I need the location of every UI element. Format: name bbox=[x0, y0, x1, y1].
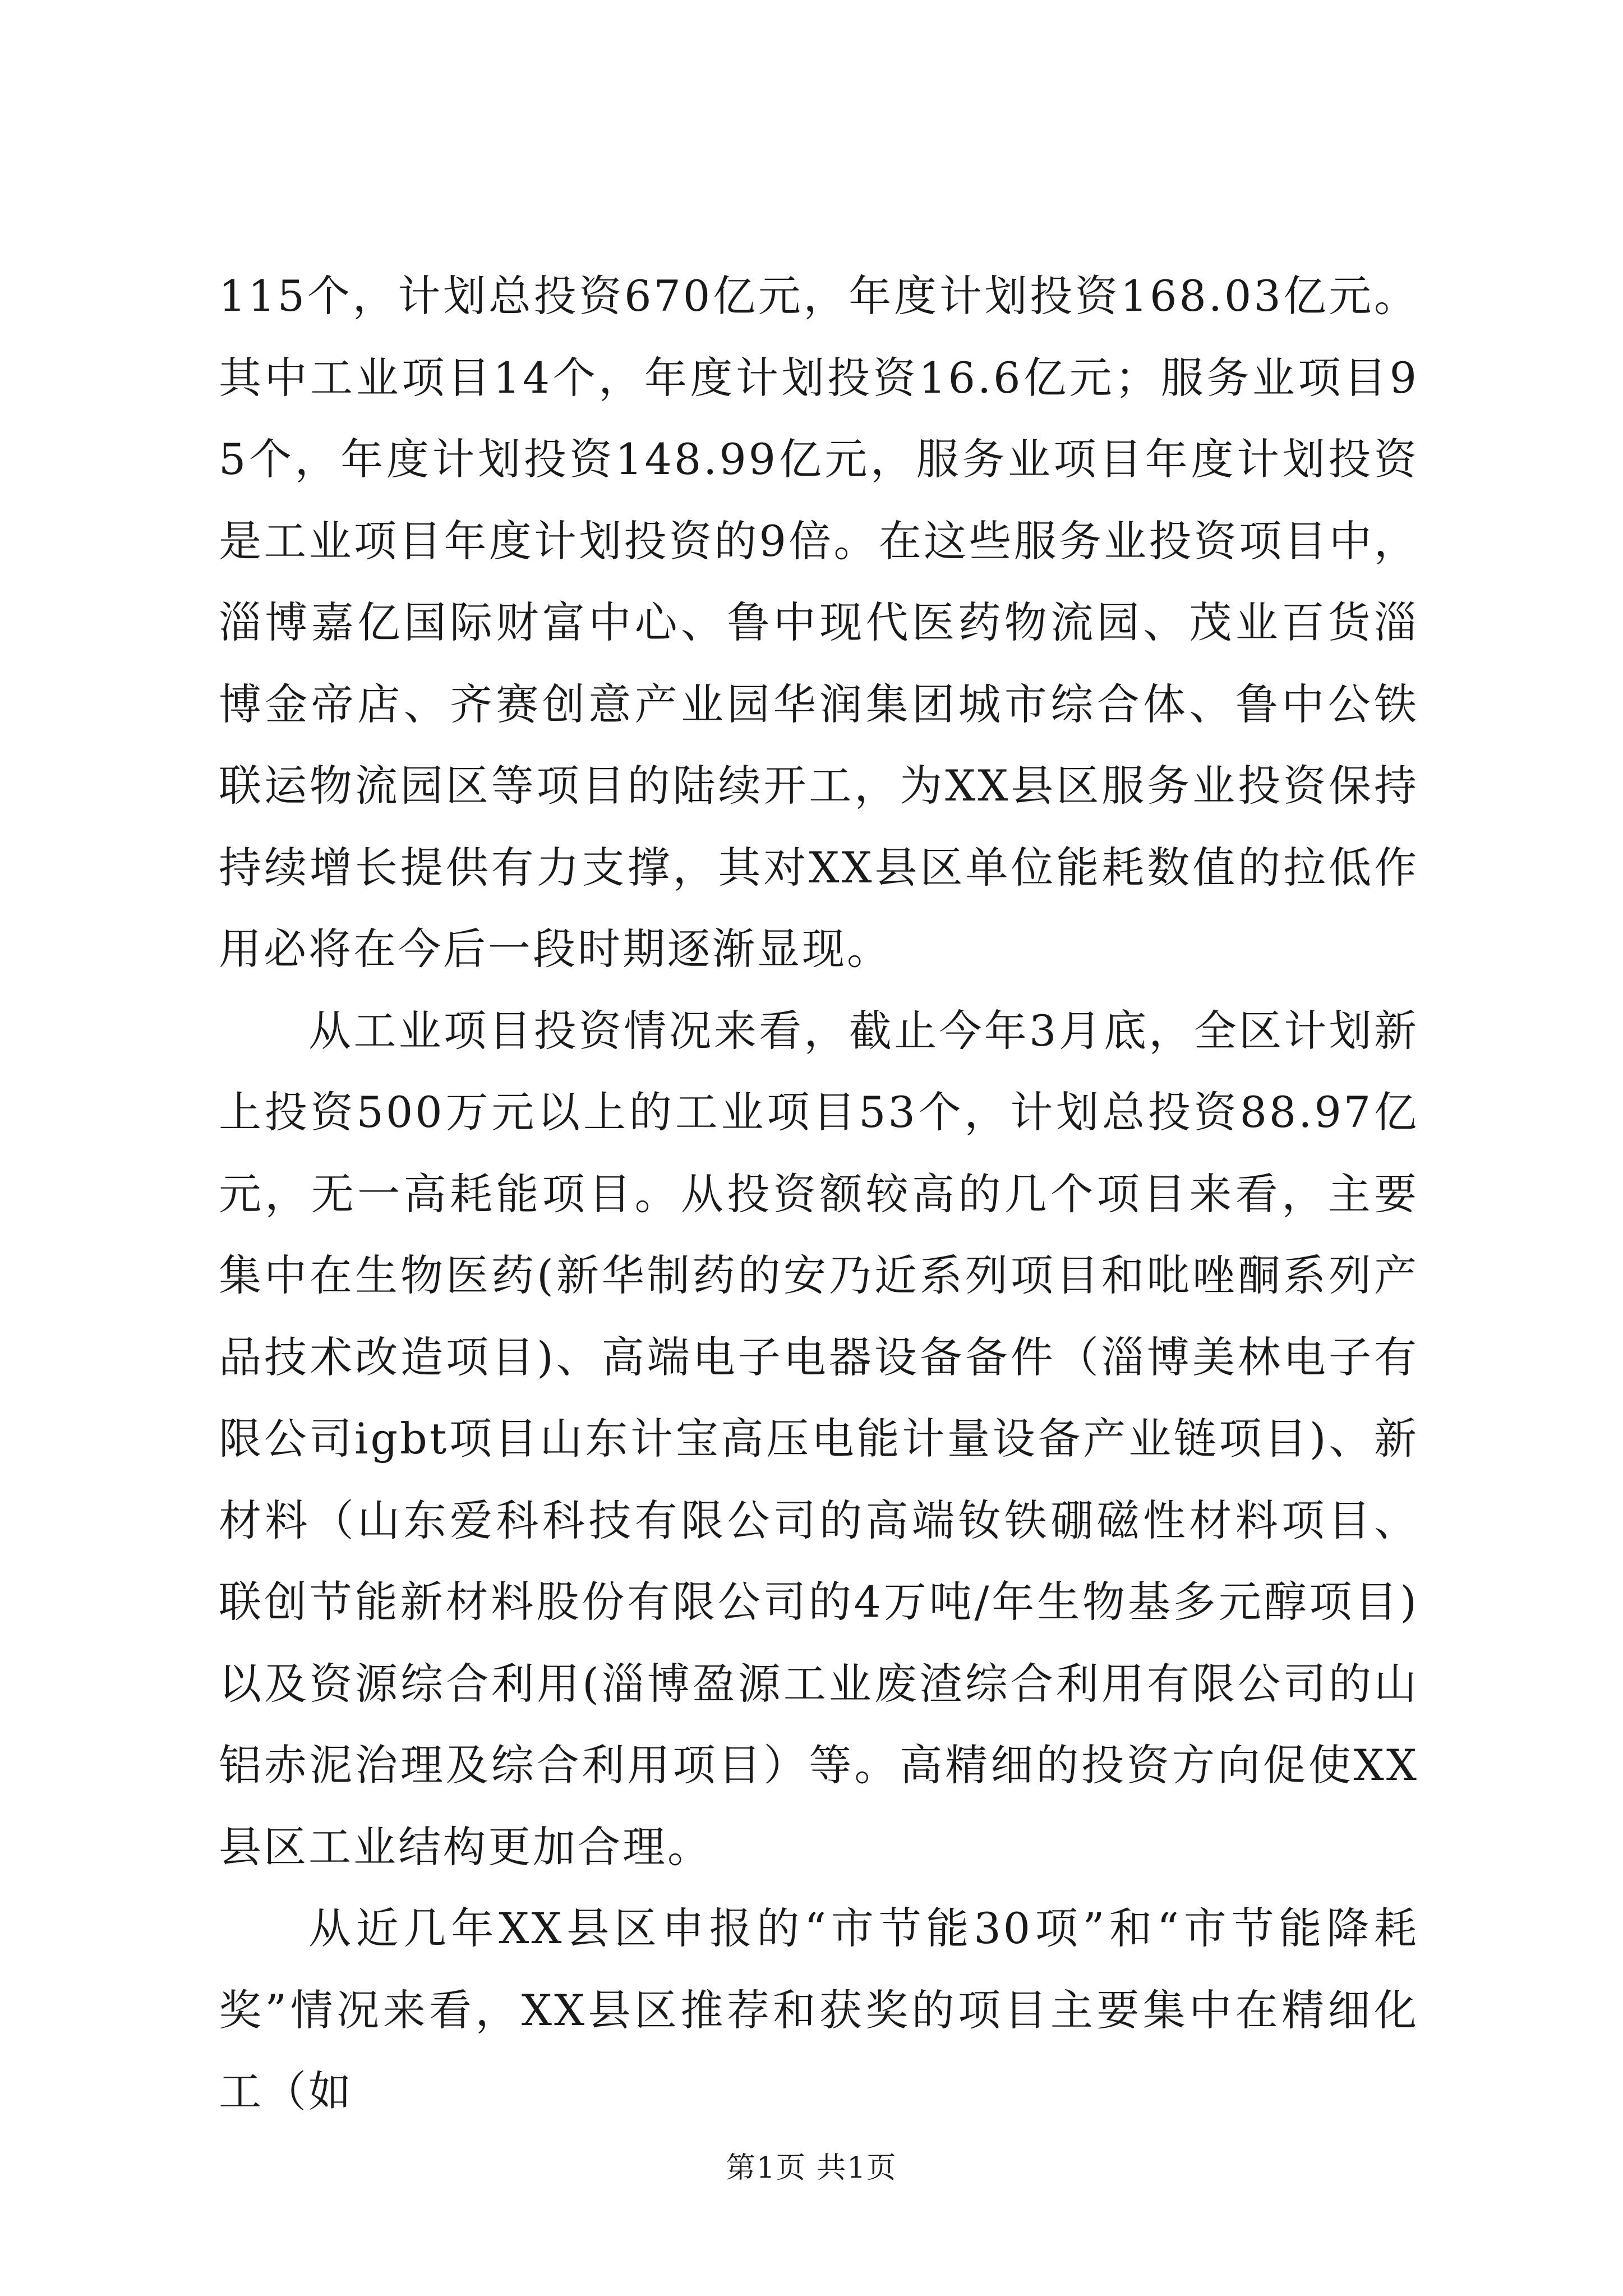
paragraph-1: 115个，计划总投资670亿元，年度计划投资168.03亿元。其中工业项目14个，年度计划投资16.6亿元；服务业项目95个，年度计划投资148.99亿元，服务业项目年度计划投资是工业项目年度计划投资的9倍。在这些服务业投资项目中，淄博嘉亿国际财富中心、鲁中现代医药物流园、茂业百货淄博金帝店、齐赛创意产业园华润集团城市综合体、鲁中公铁联运物流园区等项目的陆续开工，为XX县区服务业投资保持持续增长提供有力支撑，其对XX县区单位能耗数值的拉低作用必将在今后一段时期逐渐显现。 bbox=[219, 271, 1419, 974]
paragraph-2: 从工业项目投资情况来看，截止今年3月底，全区计划新上投资500万元以上的工业项目53个，计划总投资88.97亿元，无一高耗能项目。从投资额较高的几个项目来看，主要集中在生物医药(新华制药的安乃近系列项目和吡唑酮系列产品技术改造项目)、高端电子电器设备备件（淄博美林电子有限公司igbt项目山东计宝高压电能计量设备产业链项目)、新材料（山东爱科科技有限公司的高端钕铁硼磁性材料项目、联创节能新材料股份有限公司的4万吨/年生物基多元醇项目)以及资源综合利用(淄博盈源工业废渣综合利用有限公司的山铝赤泥治理及综合利用项目）等。高精细的投资方向促使XX县区工业结构更加合理。 bbox=[219, 1005, 1419, 1872]
paragraph-3: 从近几年XX县区申报的“市节能30项”和“市节能降耗奖”情况来看，XX县区推荐和获奖的项目主要集中在精细化工（如 bbox=[219, 1903, 1419, 2116]
body-text bbox=[219, 255, 1419, 2133]
page-number: 第1页 共1页 bbox=[726, 2151, 897, 2185]
page-footer bbox=[0, 2146, 1623, 2191]
